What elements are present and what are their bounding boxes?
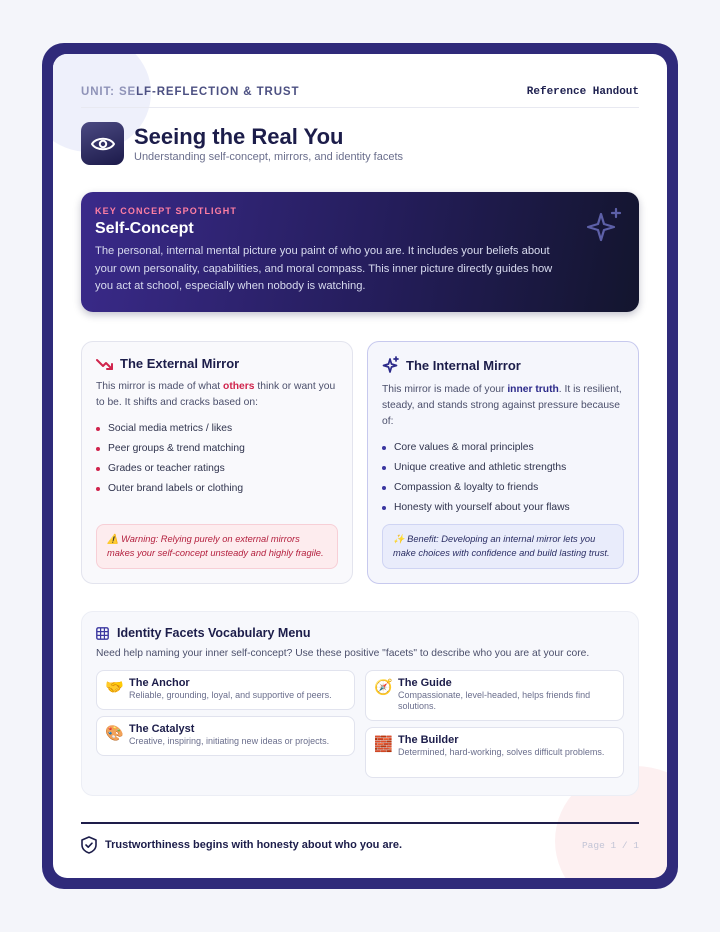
external-mirror-list	[96, 421, 338, 501]
facet-name: The Catalyst	[129, 723, 195, 735]
sparkles-icon	[382, 356, 400, 374]
list-item: Outer brand labels or clothing	[96, 481, 338, 501]
handout-page	[53, 54, 667, 878]
grid-icon	[96, 627, 109, 640]
compass-icon: 🧭	[374, 678, 393, 696]
internal-mirror-card	[367, 341, 639, 584]
palette-icon: 🎨	[105, 724, 124, 742]
spotlight-body: The personal, internal mental picture you paint of who you are. It includes your beliefs about your own personality, capabilities, and moral compass. This inner picture directly guides how you act at school, especially when nobody is watching.	[95, 245, 553, 292]
facet-name: The Anchor	[129, 677, 190, 689]
list-item: Honesty with yourself about your flaws	[382, 500, 624, 520]
benefit-callout: ✨ Benefit: Developing an internal mirror lets you make choices with confidence and build lasting trust.	[382, 524, 624, 569]
sparkles-icon	[583, 206, 625, 253]
title-block	[81, 122, 403, 165]
vocabulary-intro: Need help naming your inner self-concept? Use these positive "facets" to describe who you are at your core.	[96, 648, 590, 659]
vocabulary-menu	[81, 611, 639, 796]
shield-check-icon	[81, 836, 97, 854]
facet-description: Creative, inspiring, initiating new ideas or projects.	[129, 736, 330, 746]
header-bar	[81, 82, 639, 108]
spotlight-heading: Self-Concept	[95, 220, 194, 237]
facet-description: Determined, hard-working, solves difficult problems.	[398, 747, 605, 757]
external-mirror-description: This mirror is made of what others think or want you to be. It shifts and cracks based on:	[96, 381, 336, 408]
internal-mirror-list	[382, 440, 624, 520]
warning-callout: ⚠️ Warning: Relying purely on external mirrors makes your self-concept unsteady and highly fragile.	[96, 524, 338, 569]
facet-card-catalyst	[96, 716, 355, 756]
page-frame	[42, 43, 678, 889]
facet-name: The Guide	[398, 677, 452, 689]
list-item: Compassion & loyalty to friends	[382, 480, 624, 500]
facet-card-anchor	[96, 670, 355, 710]
facet-card-guide	[365, 670, 624, 721]
unit-label-prefix: UNIT: SE	[81, 85, 137, 98]
unit-label-rest: LF-REFLECTION & TRUST	[136, 85, 300, 98]
list-item: Grades or teacher ratings	[96, 461, 338, 481]
list-item: Core values & moral principles	[382, 440, 624, 460]
eye-icon	[81, 122, 124, 165]
page-title: Seeing the Real You	[134, 124, 344, 149]
page-footer	[81, 822, 639, 854]
internal-mirror-description: This mirror is made of your inner truth. It is resilient, steady, and stands strong against pressure because of:	[382, 384, 622, 427]
trend-down-icon	[96, 357, 114, 371]
external-mirror-card	[81, 341, 353, 584]
vocabulary-heading: Identity Facets Vocabulary Menu	[117, 626, 311, 640]
facet-description: Reliable, grounding, loyal, and supportive of peers.	[129, 690, 332, 700]
handshake-icon: 🤝	[105, 678, 124, 696]
facet-name: The Builder	[398, 734, 459, 746]
spotlight-kicker: KEY CONCEPT SPOTLIGHT	[95, 206, 237, 216]
facet-description: Compassionate, level-headed, helps friends find solutions.	[398, 690, 591, 711]
page-subtitle: Understanding self-concept, mirrors, and identity facets	[134, 151, 404, 163]
footer-motto: Trustworthiness begins with honesty about who you are.	[105, 839, 403, 851]
unit-label	[81, 86, 299, 98]
bricks-icon: 🧱	[374, 735, 393, 753]
list-item: Peer groups & trend matching	[96, 441, 338, 461]
list-item: Unique creative and athletic strengths	[382, 460, 624, 480]
doc-type-label: Reference Handout	[526, 85, 639, 98]
page-number: Page 1 / 1	[581, 839, 639, 851]
internal-mirror-heading: The Internal Mirror	[406, 357, 521, 373]
external-mirror-heading: The External Mirror	[120, 356, 240, 371]
facet-card-builder	[365, 727, 624, 778]
list-item: Social media metrics / likes	[96, 421, 338, 441]
concept-spotlight	[81, 192, 639, 312]
